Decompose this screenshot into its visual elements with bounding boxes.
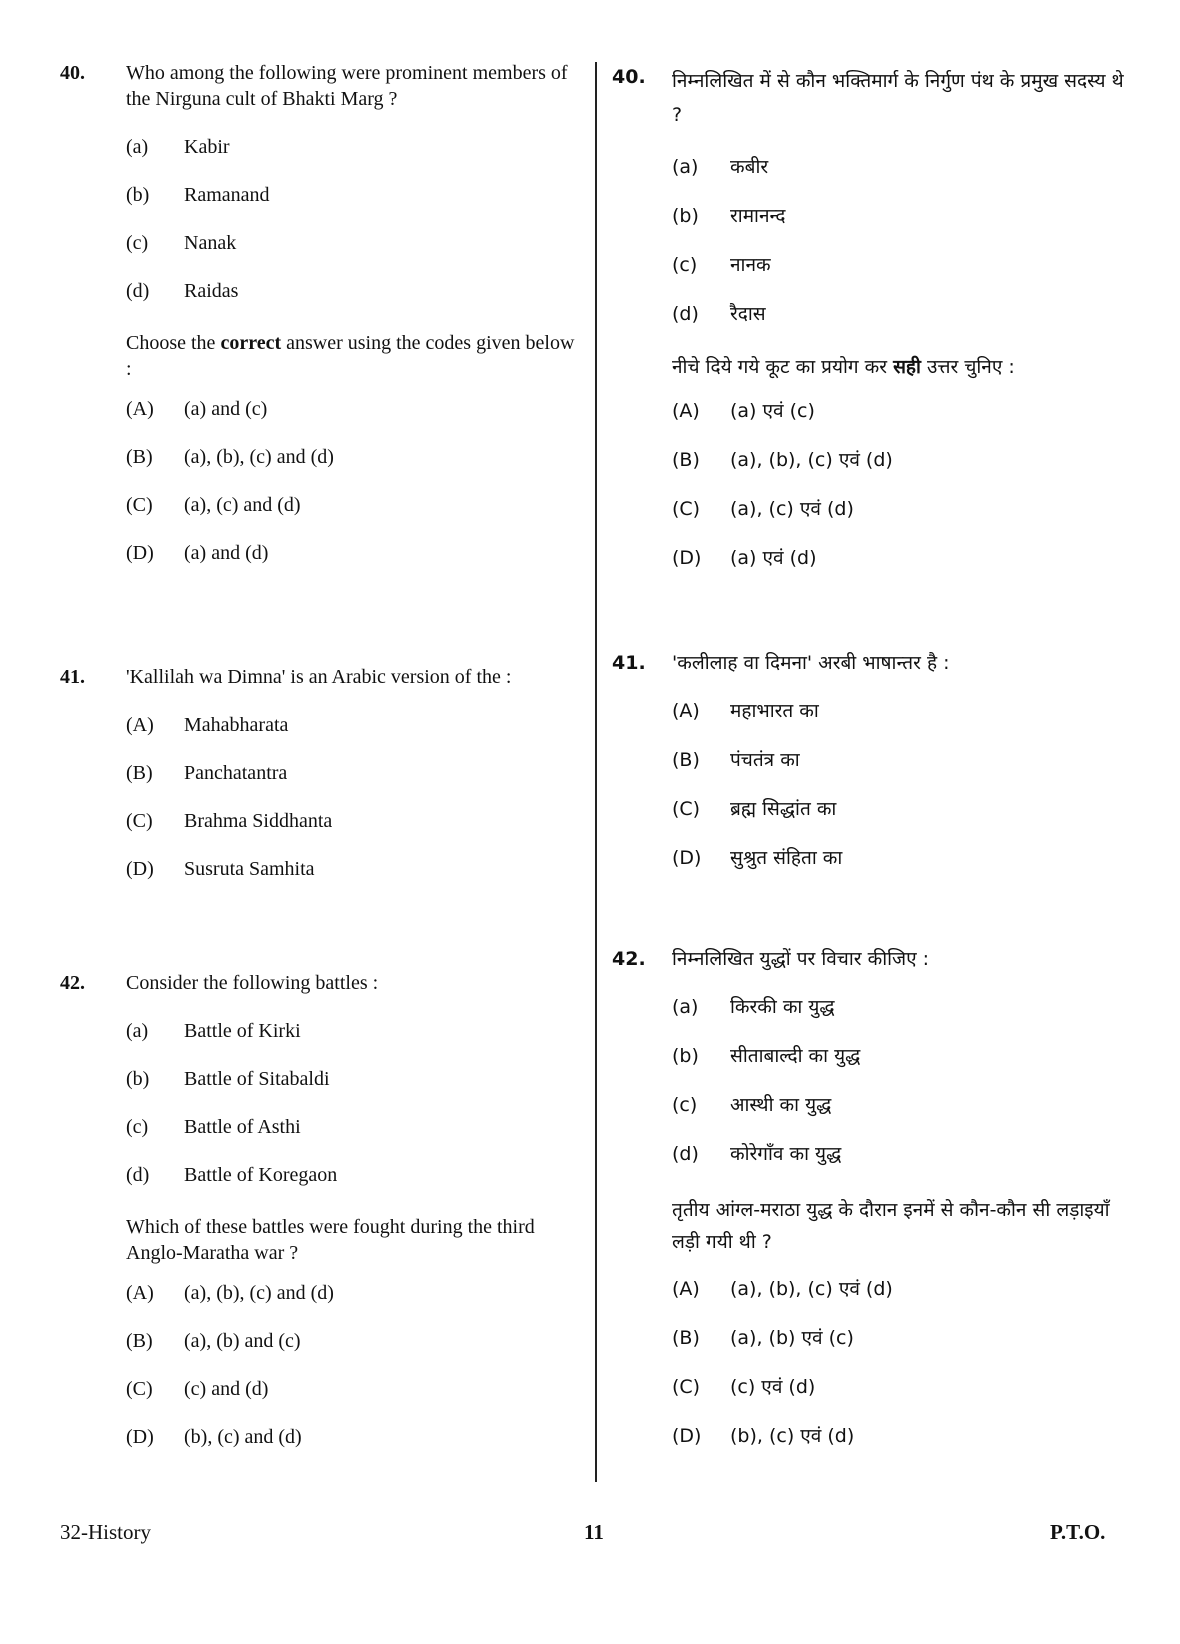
answer-option: (B) (a), (b) and (c): [126, 1330, 301, 1352]
list-item: (c) नानक: [672, 254, 771, 276]
instruction: तृतीय आंग्ल-मराठा युद्ध के दौरान इनमें से कौन-कौन सी लड़ाइयाँ लड़ी गयी थी ?: [672, 1199, 1110, 1253]
answer-option: (B) (a), (b), (c) एवं (d): [672, 449, 893, 471]
list-item: (a) Kabir: [126, 136, 230, 158]
question-text: 'कलीलाह वा दिमना' अरबी भाषान्तर है :: [672, 652, 950, 674]
footer-subject: 32-History: [60, 1520, 151, 1544]
footer-pto: P.T.O.: [1050, 1520, 1106, 1544]
answer-option: (D) Susruta Samhita: [126, 858, 315, 880]
question-40-en: [60, 60, 580, 588]
answer-option: (A) महाभारत का: [672, 700, 819, 722]
list-item: (c) आस्थी का युद्ध: [672, 1094, 832, 1116]
list-item: (d) कोरेगाँव का युद्ध: [672, 1143, 842, 1165]
list-item: (d) Battle of Koregaon: [126, 1164, 338, 1186]
list-item: (b) सीताबाल्दी का युद्ध: [672, 1045, 861, 1067]
answer-option: (A) (a) एवं (c): [672, 400, 815, 422]
answer-option: (A) (a) and (c): [126, 398, 268, 420]
question-number: 41.: [60, 666, 85, 688]
list-item: (a) Battle of Kirki: [126, 1020, 301, 1042]
answer-option: (D) सुश्रुत संहिता का: [672, 847, 843, 869]
instruction: नीचे दिये गये कूट का प्रयोग कर सही उत्तर चुनिए :: [672, 356, 1015, 378]
answer-option: (B) Panchatantra: [126, 762, 288, 784]
question-text: 'Kallilah wa Dimna' is an Arabic version of the :: [126, 666, 512, 688]
list-item: (a) कबीर: [672, 156, 769, 178]
instruction: Choose the correct answer using the codes given below :: [126, 332, 575, 380]
question-number: 42.: [60, 972, 85, 994]
list-item: (c) Nanak: [126, 232, 237, 254]
list-item: (d) रैदास: [672, 303, 766, 325]
answer-option: (A) Mahabharata: [126, 714, 289, 736]
instruction: Which of these battles were fought during the third Anglo-Maratha war ?: [126, 1216, 535, 1264]
question-text: Who among the following were prominent members of the Nirguna cult of Bhakti Marg ?: [126, 62, 568, 110]
answer-option: (B) पंचतंत्र का: [672, 749, 800, 771]
question-number: 42.: [612, 948, 646, 970]
question-text: Consider the following battles :: [126, 972, 379, 994]
answer-option: (C) ब्रह्म सिद्धांत का: [672, 798, 837, 820]
list-item: (a) किरकी का युद्ध: [672, 996, 835, 1018]
answer-option: (A) (a), (b), (c) एवं (d): [672, 1278, 893, 1300]
question-number: 40.: [60, 62, 85, 84]
question-number: 40.: [612, 66, 646, 88]
answer-option: (D) (b), (c) एवं (d): [672, 1425, 855, 1447]
footer-page-number: 11: [584, 1520, 604, 1544]
answer-option: (C) Brahma Siddhanta: [126, 810, 333, 832]
answer-option: (C) (c) and (d): [126, 1378, 269, 1400]
list-item: (c) Battle of Asthi: [126, 1116, 301, 1138]
answer-option: (C) (c) एवं (d): [672, 1376, 816, 1398]
question-41-en: [60, 664, 580, 904]
answer-option: (D) (a) एवं (d): [672, 547, 817, 569]
list-item: (b) Battle of Sitabaldi: [126, 1068, 330, 1090]
question-text: निम्नलिखित में से कौन भक्तिमार्ग के निर्गुण पंथ के प्रमुख सदस्य थे ?: [672, 70, 1124, 126]
question-number: 41.: [612, 652, 646, 674]
list-item: (b) रामानन्द: [672, 205, 786, 227]
answer-option: (C) (a), (c) एवं (d): [672, 498, 854, 520]
answer-option: (B) (a), (b), (c) and (d): [126, 446, 334, 468]
list-item: (b) Ramanand: [126, 184, 270, 206]
question-41-hi: [612, 650, 1132, 894]
question-40-hi: [612, 64, 1132, 594]
answer-option: (B) (a), (b) एवं (c): [672, 1327, 854, 1349]
question-text: निम्नलिखित युद्धों पर विचार कीजिए :: [672, 948, 930, 970]
list-item: (d) Raidas: [126, 280, 239, 302]
answer-option: (C) (a), (c) and (d): [126, 494, 301, 516]
answer-option: (D) (b), (c) and (d): [126, 1426, 302, 1448]
answer-option: (D) (a) and (d): [126, 542, 269, 564]
answer-option: (A) (a), (b), (c) and (d): [126, 1282, 334, 1304]
question-42-en: [60, 970, 580, 1472]
column-divider: [595, 62, 597, 1482]
question-42-hi: [612, 946, 1132, 1472]
